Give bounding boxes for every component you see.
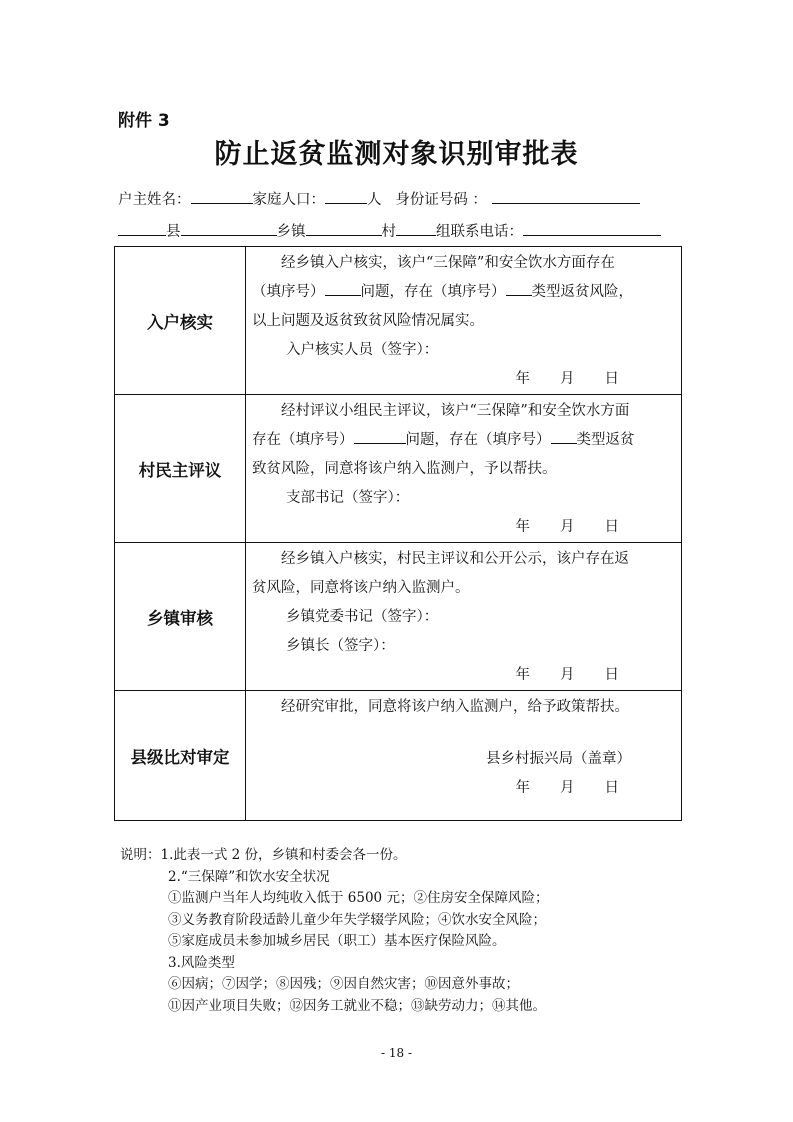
section-text: 贫风险，同意将该户纳入监测户。 <box>252 580 470 596</box>
page-number: - 18 - <box>380 1046 412 1060</box>
note-line: ⑥因病；⑦因学；⑧因残；⑨因自然灾害；⑩因意外事故； <box>168 976 519 992</box>
section-content <box>246 543 682 691</box>
section-text: 致贫风险，同意将该户纳入监测户，予以帮扶。 <box>252 461 557 477</box>
date-line: 年 月 日 <box>515 519 619 535</box>
signer-label: 乡镇长（签字）： <box>286 638 395 654</box>
section-label: 入户核实 <box>115 247 246 395</box>
note-line: ①监测户当年人均纯收入低于 6500 元；②住房安全保障风险； <box>168 890 549 906</box>
note-line: 2.“三保障”和饮水安全状况 <box>168 868 330 885</box>
village-label: 村 <box>381 224 396 240</box>
attachment-label: 附件 3 <box>118 111 170 131</box>
section-county-approval <box>115 691 682 821</box>
section-text: 经研究审批，同意将该户纳入监测户，给予政策帮扶。 <box>281 699 629 715</box>
signer-label: 支部书记（签字）： <box>286 490 410 506</box>
section-text: 经乡镇入户核实，村民主评议和公开公示，该户存在返 <box>281 551 629 567</box>
note-line: 说明：1.此表一式 2 份，乡镇和村委会各一份。 <box>120 847 407 863</box>
blank-field[interactable] <box>354 427 406 444</box>
notes <box>120 845 548 1017</box>
section-text: 以上问题及返贫致贫风险情况属实。 <box>252 313 484 329</box>
phone-field[interactable] <box>523 221 661 236</box>
signer-label: 入户核实人员（签字）： <box>286 342 439 358</box>
person-unit: 人 <box>367 192 382 208</box>
section-text: 存在（填序号） 问题，存在（填序号） 类型返贫 <box>252 426 675 455</box>
section-household-verification <box>115 247 682 395</box>
id-field[interactable] <box>492 189 640 204</box>
township-label: 乡镇 <box>276 224 306 240</box>
note-line: ③义务教育阶段适龄儿童少年失学辍学风险；④饮水安全风险； <box>168 911 546 928</box>
section-text: （填序号） 问题，存在（填序号） 类型返贫风险， <box>252 278 675 307</box>
group-field[interactable] <box>396 221 436 236</box>
village-field[interactable] <box>306 221 382 236</box>
family-size-field[interactable] <box>325 189 367 204</box>
section-text: 经村评议小组民主评议，该户“三保障”和安全饮水方面 <box>281 403 630 419</box>
section-label: 县级比对审定 <box>115 691 246 821</box>
family-size-label: 家庭人口： <box>252 192 325 208</box>
section-village-review <box>115 395 682 543</box>
county-field[interactable] <box>118 221 166 236</box>
id-label: 身份证号码 ： <box>395 192 487 208</box>
section-content <box>246 691 682 821</box>
section-label: 乡镇审核 <box>115 543 246 691</box>
note-line: 3.风险类型 <box>168 954 235 971</box>
county-label: 县 <box>166 224 181 240</box>
seal-label: 县乡村振兴局（盖章） <box>486 751 631 767</box>
township-field[interactable] <box>181 221 277 236</box>
note-line: ⑤家庭成员未参加城乡居民（职工）基本医疗保险风险。 <box>168 933 506 949</box>
date-line: 年 月 日 <box>515 780 619 796</box>
householder-field[interactable] <box>191 189 253 204</box>
householder-label: 户主姓名： <box>118 192 191 208</box>
note-line: ⑪因产业项目失败；⑫因务工就业不稳；⑬缺劳动力；⑭其他。 <box>168 997 546 1014</box>
blank-field[interactable] <box>506 279 532 296</box>
blank-field[interactable] <box>551 427 577 444</box>
section-text: 经乡镇入户核实，该户“三保障”和安全饮水方面存在 <box>281 255 615 271</box>
section-content <box>246 395 682 543</box>
signer-label: 乡镇党委书记（签字）： <box>286 609 439 625</box>
approval-table <box>114 246 682 821</box>
blank-field[interactable] <box>325 279 361 296</box>
section-content <box>246 247 682 395</box>
section-label: 村民主评议 <box>115 395 246 543</box>
date-line: 年 月 日 <box>515 667 619 683</box>
group-phone-label: 组联系电话： <box>436 224 523 240</box>
date-line: 年 月 日 <box>515 371 619 387</box>
section-township-audit <box>115 543 682 691</box>
header-row-2 <box>118 220 661 241</box>
header-row-1 <box>118 188 640 209</box>
page-title: 防止返贫监测对象识别审批表 <box>214 139 579 170</box>
